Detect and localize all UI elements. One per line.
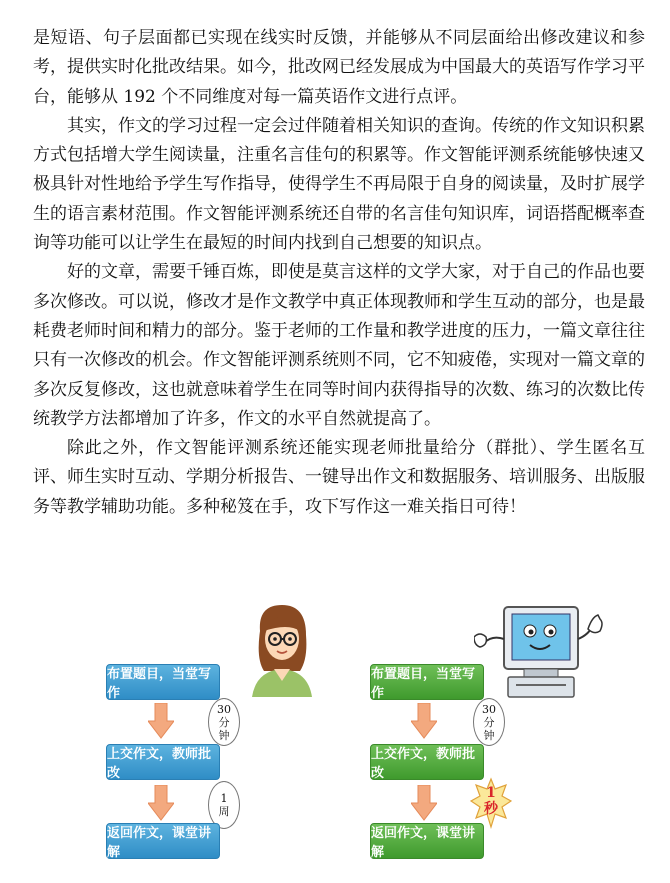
paragraph-2: 其实，作文的学习过程一定会过伴随着相关知识的查询。传统的作文知识积累方式包括增大学生阅读量，注重名言佳句的积累等。作文智能评测系统能够快速又极具针对性地给予学生写作指导，使得学生不再局限于自身的阅读量，及时扩展学生的语言素材范围。作文智能评测系统还自带的名言佳句知识库，词语搭配概率查询等功能可以让学生在最短的时间内找到自己想要的知识点。 xyxy=(33,115,645,254)
left-duration-1-unit-a: 分 xyxy=(218,715,230,729)
teacher-illustration xyxy=(248,601,316,697)
right-arrow-2 xyxy=(411,785,437,821)
paragraph-3: 好的文章，需要千锤百炼，即使是莫言这样的文学大家，对于自己的作品也要多次修改。可以说，修改才是作文教学中真正体现教师和学生互动的部分，也是最耗费老师时间和精力的部分。鉴于老师的工作量和教学进度的压力，一篇文章往往只有一次修改的机会。作文智能评测系统则不同，它不知疲倦，实现对一篇文章的多次反复修改，这也就意味着学生在同等时间内获得指导的次数、练习的次数比传统教学方法都增加了许多，作文的水平自然就提高了。 xyxy=(33,262,645,429)
left-arrow-2 xyxy=(148,785,174,821)
left-duration-2-value: 1 xyxy=(220,792,228,805)
left-duration-2-unit: 周 xyxy=(218,805,230,818)
right-duration-2-value: 1 xyxy=(486,785,496,801)
right-arrow-1 xyxy=(411,703,437,739)
left-arrow-1 xyxy=(148,703,174,739)
left-duration-1-unit-b: 钟 xyxy=(218,728,230,742)
right-duration-1-unit-b: 钟 xyxy=(483,728,495,742)
left-step-2: 上交作文，教师批改 xyxy=(106,744,220,780)
right-step-2: 上交作文，教师批改 xyxy=(370,744,484,780)
left-step-3: 返回作文，课堂讲解 xyxy=(106,823,220,859)
paragraph-4: 除此之外，作文智能评测系统还能实现老师批量给分（群批）、学生匿名互评、师生实时互动、学期分析报告、一键导出作文和数据服务、培训服务、出版服务等教学辅助功能。多种秘笈在手，攻下写作这一难关指日可待！ xyxy=(33,438,645,517)
right-duration-2-unit: 秒 xyxy=(484,801,498,817)
right-step-1: 布置题目，当堂写作 xyxy=(370,664,484,700)
article-body xyxy=(33,24,645,522)
comparison-diagram xyxy=(0,595,670,883)
right-step-3: 返回作文，课堂讲解 xyxy=(370,823,484,859)
right-duration-bubble-1 xyxy=(473,698,505,746)
right-duration-1-unit-a: 分 xyxy=(483,715,495,729)
paragraph-1: 是短语、句子层面都已实现在线实时反馈，并能够从不同层面给出修改建议和参考，提供实时化批改结果。如今，批改网已经发展成为中国最大的英语写作学习平台，能够从 192 个不同维度对每一篇英语作文进行点评。 xyxy=(33,28,645,107)
right-duration-1-value: 30 xyxy=(482,702,496,716)
left-duration-bubble-1 xyxy=(208,698,240,746)
left-duration-1-value: 30 xyxy=(217,702,231,716)
left-step-1: 布置题目，当堂写作 xyxy=(106,664,220,700)
computer-illustration xyxy=(474,605,608,699)
